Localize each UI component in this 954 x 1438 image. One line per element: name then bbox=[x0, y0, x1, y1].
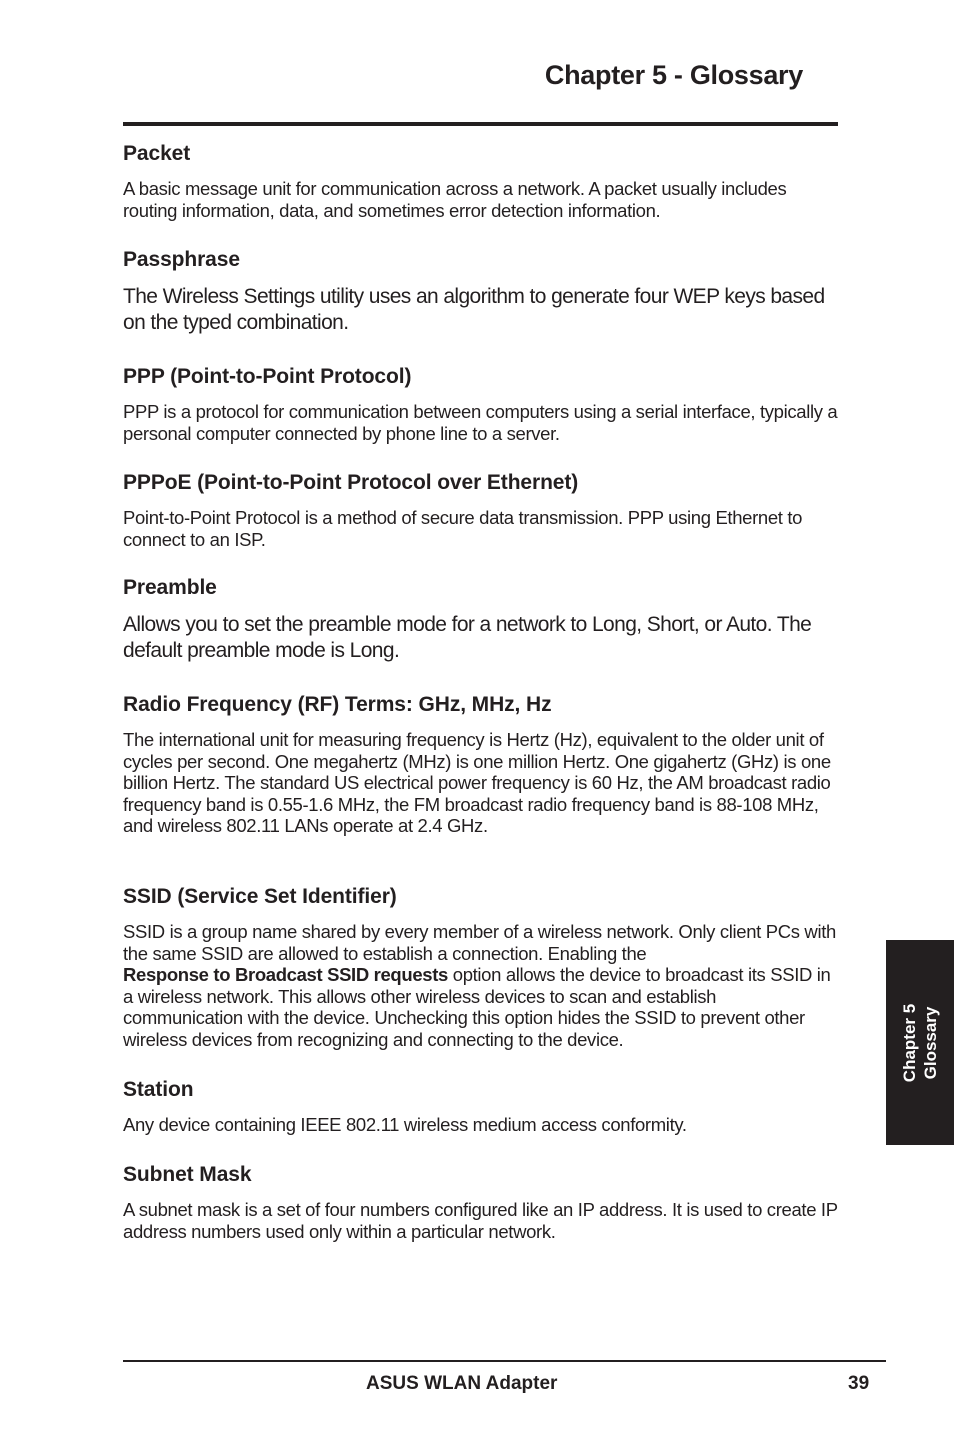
entry-term: Preamble bbox=[123, 576, 217, 599]
side-tab-line-1: Chapter 5 bbox=[900, 1003, 919, 1082]
glossary-entry-pppoe bbox=[123, 470, 838, 550]
entry-term: Subnet Mask bbox=[123, 1163, 252, 1186]
glossary-entry-station bbox=[123, 1077, 838, 1136]
entry-definition: Allows you to set the preamble mode for a network to Long, Short, or Auto. The default preamble mode is Long. bbox=[123, 613, 812, 662]
glossary-entry-ppp bbox=[123, 364, 838, 444]
entry-term: Passphrase bbox=[123, 248, 240, 271]
entry-term: SSID (Service Set Identifier) bbox=[123, 885, 397, 908]
entry-definition: The international unit for measuring frequency is Hertz (Hz), equivalent to the older unit of cycles per second. One megahertz (MHz) is one million Hertz. One gigahertz (GHz) is one billion Hertz. The standard US electrical power frequency is 60 Hz, the AM broadcast radio frequency band is 0.55-1.6 MHz, the FM broadcast radio frequency band is 88-108 MHz, and wireless 802.11 LANs operate at 2.4 GHz. bbox=[123, 729, 831, 836]
side-tab-label bbox=[899, 1003, 941, 1081]
chapter-title: Chapter 5 - Glossary bbox=[544, 60, 803, 90]
entry-term: PPPoE (Point-to-Point Protocol over Ethernet) bbox=[123, 471, 579, 494]
glossary-entry-preamble bbox=[123, 575, 838, 664]
page-number: 39 bbox=[848, 1373, 870, 1394]
entry-definition: The Wireless Settings utility uses an algorithm to generate four WEP keys based on the typed combination. bbox=[123, 285, 825, 334]
entry-definition bbox=[123, 921, 838, 1050]
entry-definition: PPP is a protocol for communication between computers using a serial interface, typically a personal computer connected by phone line to a server. bbox=[123, 401, 838, 444]
side-tab-line-2: Glossary bbox=[921, 1006, 940, 1079]
entry-term: Packet bbox=[123, 142, 191, 165]
definition-bold-option-name: Response to Broadcast SSID requests bbox=[123, 964, 448, 985]
glossary-entry-radio-frequency bbox=[123, 692, 838, 837]
glossary-entry-ssid bbox=[123, 884, 838, 1050]
entry-term: PPP (Point-to-Point Protocol) bbox=[123, 365, 412, 388]
entry-definition: A basic message unit for communication across a network. A packet usually includes routing information, data, and sometimes error detection information. bbox=[123, 178, 787, 221]
footer-title: ASUS WLAN Adapter bbox=[366, 1373, 558, 1394]
definition-text: option allows the device to broadcast its SSID in a wireless network. This allows other wireless devices to scan and establish communication with the device. Unchecking this option hides the SSID to prevent other wireless devices from recognizing and connecting to the device. bbox=[123, 964, 831, 1050]
definition-text: SSID is a group name shared by every member of a wireless network. Only client PCs with the same SSID are allowed to establish a connection. Enabling the bbox=[123, 921, 836, 964]
entry-term: Radio Frequency (RF) Terms: GHz, MHz, Hz bbox=[123, 693, 552, 716]
header-divider bbox=[123, 122, 838, 126]
entry-definition: A subnet mask is a set of four numbers configured like an IP address. It is used to create IP address numbers used only within a particular network. bbox=[123, 1199, 838, 1242]
entry-term: Station bbox=[123, 1078, 194, 1101]
footer-divider bbox=[123, 1360, 886, 1362]
glossary-entry-passphrase bbox=[123, 247, 838, 336]
entry-definition: Any device containing IEEE 802.11 wireless medium access conformity. bbox=[123, 1114, 687, 1135]
glossary-entry-packet bbox=[123, 141, 838, 221]
entry-definition: Point-to-Point Protocol is a method of secure data transmission. PPP using Ethernet to connect to an ISP. bbox=[123, 507, 803, 550]
glossary-entry-subnet-mask bbox=[123, 1162, 838, 1242]
chapter-side-tab bbox=[886, 940, 954, 1145]
